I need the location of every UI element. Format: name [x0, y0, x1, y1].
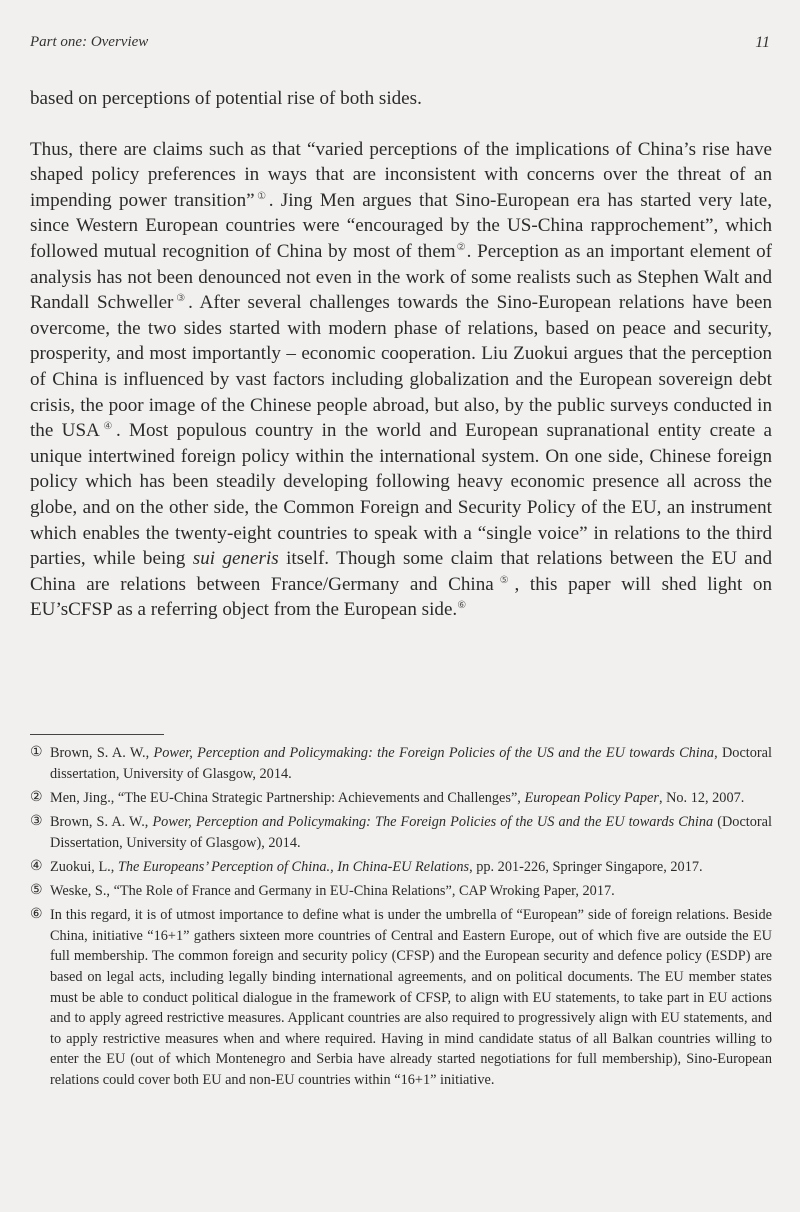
paragraph-2: [30, 137, 772, 623]
footnote-text: , Doctoral dissertation, University of Glasgow, 2014.: [50, 745, 773, 782]
italic-term: sui generis: [192, 548, 279, 570]
footnote-divider: [30, 734, 164, 735]
footnote-text: Brown, S. A. W.,: [50, 745, 154, 761]
page-number: 11: [755, 34, 770, 51]
footnote-number: ③: [30, 813, 43, 829]
footnote-text: Weske, S., “The Role of France and Germany in EU-China Relations”, CAP Wroking Paper, 2017.: [50, 882, 615, 899]
footnote-title: Power, Perception and Policymaking: the Foreign Policies of the US and the EU towards China: [153, 745, 715, 761]
footnote-ref-4[interactable]: ④: [99, 421, 116, 433]
footnote-title: European Policy Paper: [524, 789, 659, 806]
main-text: [30, 86, 772, 623]
footnote-text: Men, Jing., “The EU-China Strategic Partnership: Achievements and Challenges”,: [50, 789, 525, 806]
text-segment: Thus, there are claims such as that “varied perceptions of the implications of China’s rise have shaped policy preferences in ways that are inconsistent with concerns over the threat of an impending power transition”: [30, 138, 772, 211]
footnote-title: The Europeans’ Perception of China., In China-EU Relations: [117, 858, 470, 875]
footnote-ref-3[interactable]: ③: [173, 293, 189, 305]
footnote-ref-5[interactable]: ⑤: [493, 574, 515, 586]
text-segment: . Perception as an important element of analysis has not been denounced not even in the work of some realists such as Stephen Walt and Randall Schweller: [30, 240, 773, 314]
footnote-text: , No. 12, 2007.: [658, 789, 745, 806]
footnote-text: , pp. 201-226, Springer Singapore, 2017.: [469, 858, 703, 875]
footnote-3: [30, 812, 772, 853]
footnote-5: [30, 881, 772, 902]
text-segment: , this paper will shed light on EU’sCFSP as a referring object from the European side.: [30, 573, 772, 621]
footnote-ref-2[interactable]: ②: [455, 241, 467, 253]
footnote-title: Power, Perception and Policymaking: The Foreign Policies of the US and the EU towards China: [152, 813, 714, 830]
footnote-4: [30, 857, 772, 878]
text-segment: . After several challenges towards the Sino-European relations have been overcome, the two sides started with modern phase of relations, based on peace and security, prosperity, and most importantly – economic cooperation. Liu Zuokui argues that the perception of China is influenced by vast factors including globalization and the European sovereign debt crisis, the poor image of the Chinese people abroad, but also, by the public surveys conducted in the USA: [30, 292, 772, 442]
running-head: Part one: Overview: [30, 34, 149, 50]
footnote-ref-6[interactable]: ⑥: [457, 600, 467, 612]
footnote-2: [30, 788, 772, 809]
text-segment: itself. Though some claim that relations between the EU and China are relations between France/Germany and China: [30, 548, 772, 595]
footnote-text: In this regard, it is of utmost importance to define what is under the umbrella of “European” side of foreign relations. Beside China, initiative “16+1” gathers sixteen more countries of Central and Eastern Europe, out of which five are outside the EU full membership. The common foreign and security policy (CFSP) and the European security and defence policy (ESDP) are based on legal acts, including legally binding international agreements, and on political documents. The EU member states must be able to conduct political dialogue in the framework of CFSP, to align with EU statements, to take part in EU actions and to apply agreed restrictive measures. Applicant countries are also required to progressively align with EU statements, and to apply restrictive measures when and where required. Having in mind candidate status of all Balkan countries willing to enter the EU (out of which Montenegro and Serbia have already started negotiations for full membership), Sino-European relations could cover both EU and non-EU countries within “16+1” initiative.: [50, 907, 772, 1088]
paragraph-1: based on perceptions of potential rise of both sides.: [30, 88, 422, 109]
footnote-number: ①: [30, 745, 43, 760]
text-segment: . Jing Men argues that Sino-European era has started very late, since Western European countries were “encouraged by the US-China rapprochement”, which followed mutual recognition of China by most of them: [30, 189, 773, 262]
footnote-text: Zuokui, L.,: [50, 858, 118, 875]
footnote-number: ④: [30, 858, 43, 874]
footnote-text: Brown, S. A. W.,: [50, 813, 153, 830]
footnote-ref-1[interactable]: ①: [254, 190, 269, 202]
page-header: [30, 34, 770, 58]
footnote-number: ⑥: [30, 907, 43, 923]
text-segment: . Most populous country in the world and European supranational entity create a unique intertwined foreign policy within the international system. On one side, Chinese foreign policy which has been steadily developing following heavy economic presence all across the globe, and on the other side, the Common Foreign and Security Policy of the EU, an instrument which enables the twenty-eight countries to speak with a “single voice” in relations to the third parties, while being: [30, 420, 773, 570]
footnote-number: ⑤: [30, 882, 43, 898]
footnotes: [30, 743, 772, 1094]
footnote-1: [30, 743, 772, 784]
footnote-6: [30, 905, 772, 1090]
footnote-text: (Doctoral Dissertation, University of Glasgow), 2014.: [50, 813, 772, 851]
footnote-number: ②: [30, 789, 43, 805]
